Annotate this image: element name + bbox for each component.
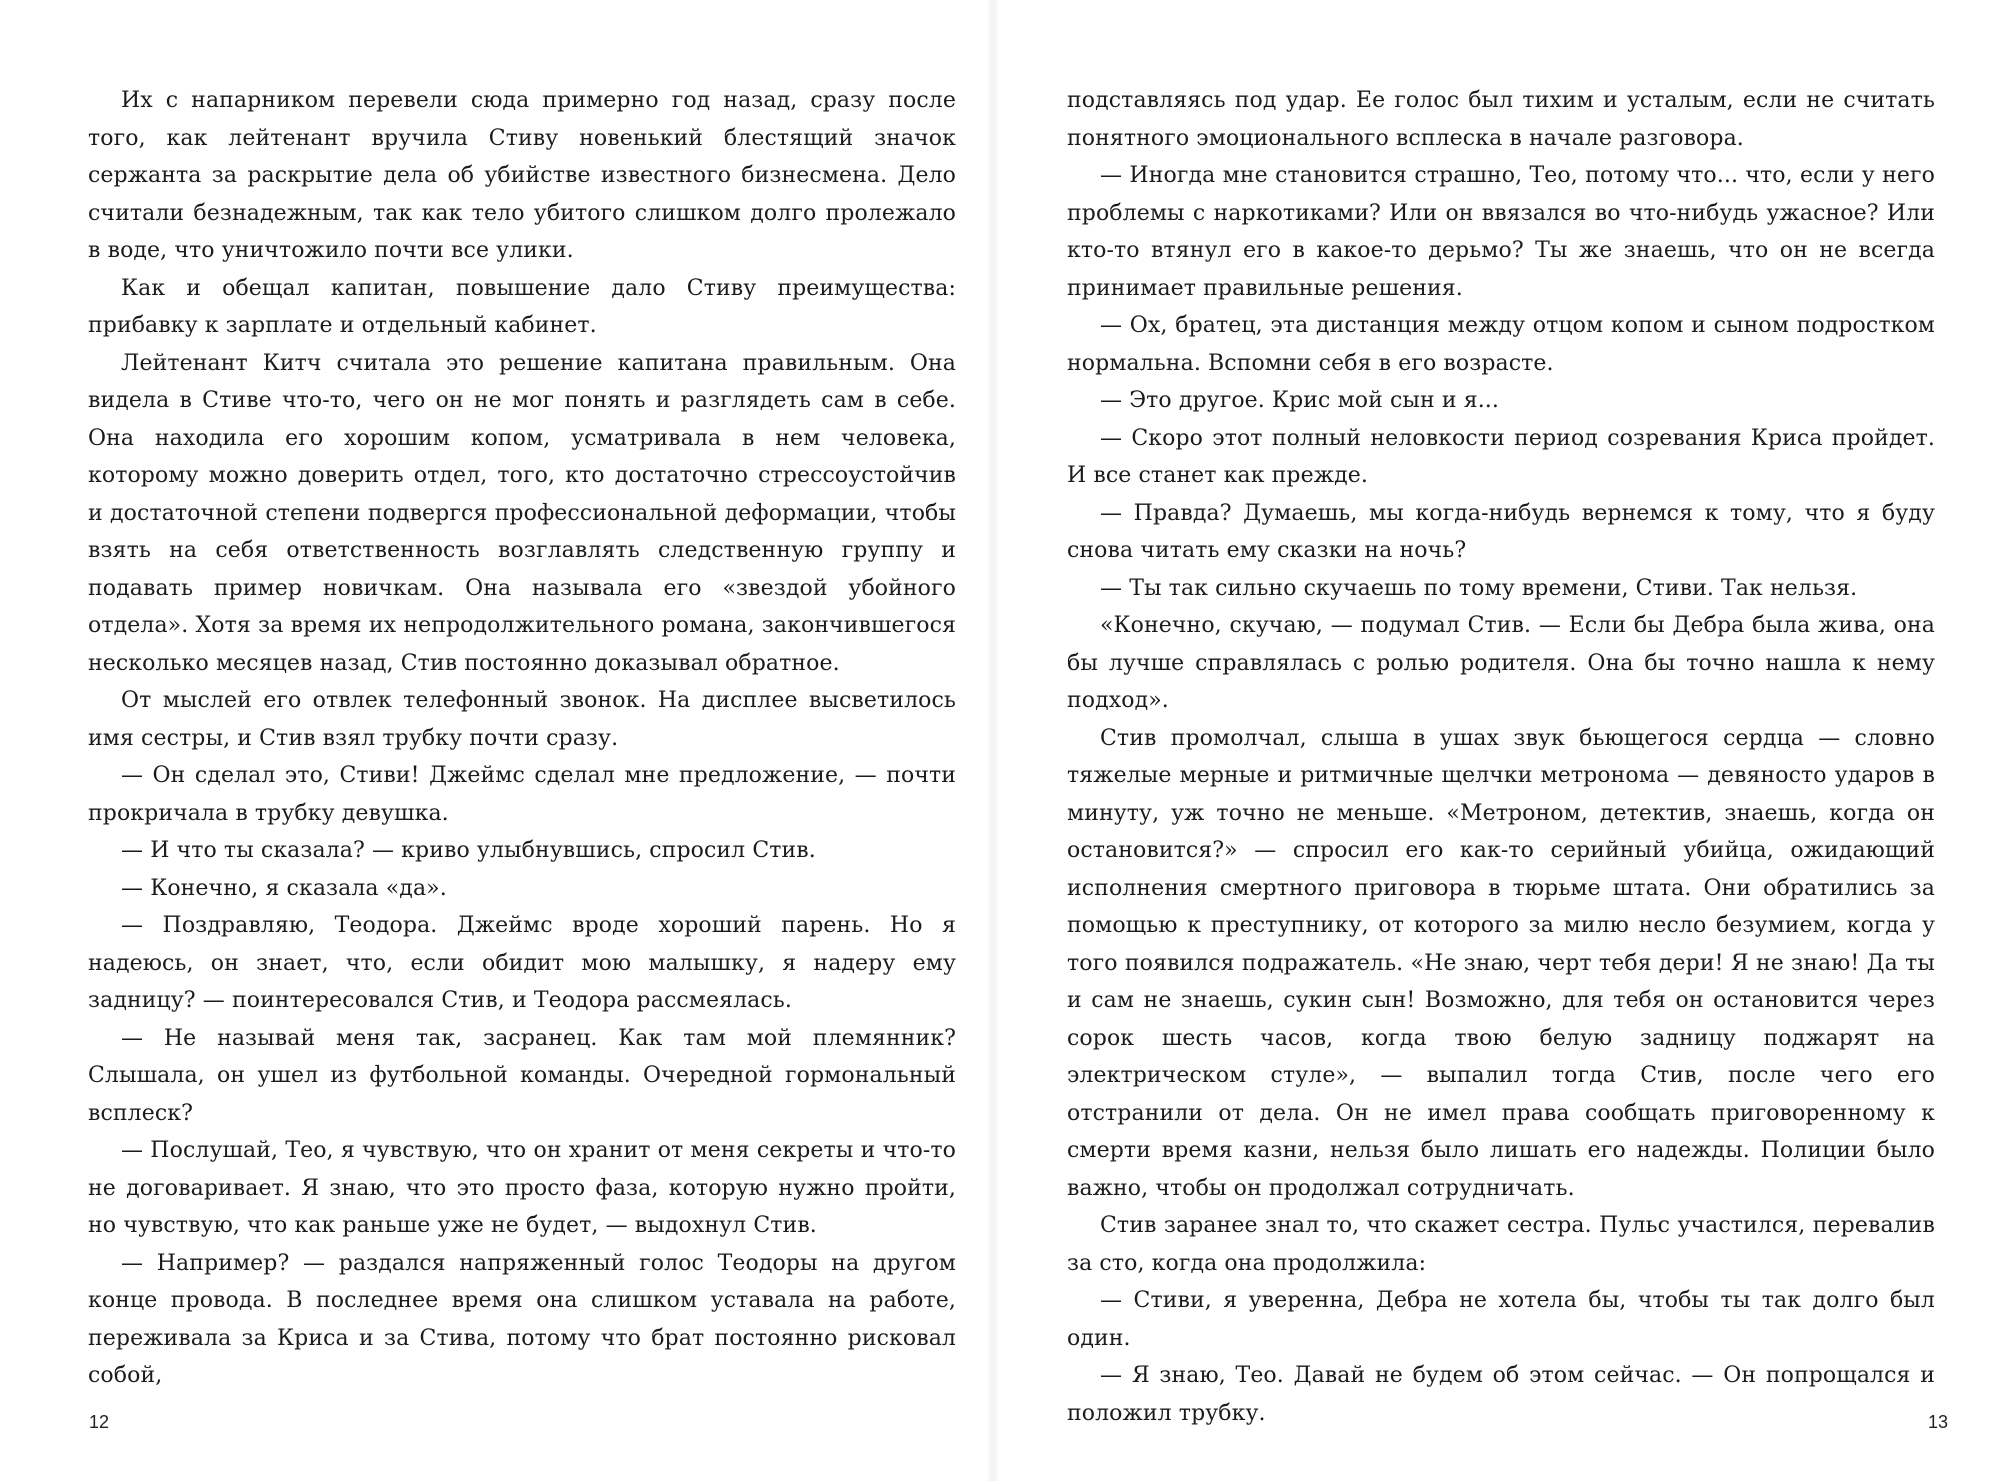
paragraph: «Конечно, скучаю, — подумал Стив. — Если бы Дебра была жива, она бы лучше справлялась с ролью родителя. Она бы точно нашла к нему подход». [1067,613,1935,713]
paragraph: — Я знаю, Тео. Давай не будем об этом сейчас. — Он попрощался и положил трубку. [1067,1363,1935,1426]
right-page-text [1067,82,1935,1432]
left-page [0,0,986,1481]
paragraph: — Например? — раздался напряженный голос Теодоры на другом конце провода. В последнее время она слишком уставала на работе, переживала за Криса и за Стива, потому что брат постоянно рисковал собой, [88,1250,956,1388]
paragraph: — Это другое. Крис мой сын и я... [1100,388,1499,413]
right-page [1000,0,2000,1481]
paragraph: — Поздравляю, Теодора. Джеймс вроде хороший парень. Но я надеюсь, он знает, что, если обидит мою малышку, я надеру ему задницу? — поинтересовался Стив, и Теодора рассмеялась. [88,913,956,1013]
paragraph: Их с напарником перевели сюда примерно год назад, сразу после того, как лейтенант вручила Стиву новенький блестящий значок сержанта за раскрытие дела об убийстве известного бизнесмена. Дело считали безнадежным, так как тело убитого слишком долго пролежало в воде, что уничтожило почти все улики. [88,88,956,263]
page-number-right: 13 [1928,1412,1949,1432]
paragraph: — Скоро этот полный неловкости период созревания Криса пройдет. И все станет как прежде. [1067,425,1935,488]
paragraph: — Он сделал это, Стиви! Джеймс сделал мне предложение, — почти прокричала в трубку девушка. [88,763,956,826]
paragraph: — Послушай, Тео, я чувствую, что он хранит от меня секреты и что-то не договаривает. Я знаю, что это просто фаза, которую нужно пройти, но чувствую, что как раньше уже не будет, — выдохнул Стив. [88,1138,956,1238]
paragraph: Стив заранее знал то, что скажет сестра. Пульс участился, перевалив за сто, когда она продолжила: [1067,1213,1935,1276]
paragraph: — И что ты сказала? — криво улыбнувшись, спросил Стив. [121,838,816,863]
paragraph: — Стиви, я уверенна, Дебра не хотела бы, чтобы ты так долго был один. [1067,1288,1935,1351]
left-page-text [88,82,956,1395]
paragraph: — Правда? Думаешь, мы когда-нибудь вернемся к тому, что я буду снова читать ему сказки на ночь? [1067,500,1935,563]
paragraph: От мыслей его отвлек телефонный звонок. На дисплее высветилось имя сестры, и Стив взял трубку почти сразу. [88,688,956,751]
paragraph: — Ох, братец, эта дистанция между отцом копом и сыном подростком нормальна. Вспомни себя в его возрасте. [1067,313,1935,376]
paragraph-continuation: подставляясь под удар. Ее голос был тихим и усталым, если не считать понятного эмоционального всплеска в начале разговора. [1067,88,1935,151]
book-gutter [986,0,1000,1481]
paragraph: Стив промолчал, слыша в ушах звук бьющегося сердца — словно тяжелые мерные и ритмичные щелчки метронома — девяносто ударов в минуту, уж точно не меньше. «Метроном, детектив, знаешь, когда он остановится?» — спросил его как-то серийный убийца, ожидающий исполнения смертного приговора в тюрьме штата. Они обратились за помощью к преступнику, от которого за милю несло безумием, когда у того появился подражатель. «Не знаю, черт тебя дери! Я не знаю! Да ты и сам не знаешь, сукин сын! Возможно, для тебя он остановится через сорок шесть часов, когда твою белую задницу поджарят на электрическом стуле», — выпалил тогда Стив, после чего его отстранили от дела. Он не имел права сообщать приговоренному к смерти время казни, нельзя было лишать его надежды. Полиции было важно, чтобы он продолжал сотрудничать. [1067,725,1935,1201]
paragraph: Лейтенант Китч считала это решение капитана правильным. Она видела в Стиве что-то, чего он не мог понять и разглядеть сам в себе. Она находила его хорошим копом, усматривала в нем человека, которому можно доверить отдел, того, кто достаточно стрессоустойчив и достаточной степени подвергся профессиональной деформации, чтобы взять на себя ответственность возглавлять следственную группу и подавать пример новичкам. Она называла его «звездой убойного отдела». Хотя за время их непродолжительного романа, закончившегося несколько месяцев назад, Стив постоянно доказывал обратное. [88,350,956,676]
paragraph: — Конечно, я сказала «да». [121,875,447,901]
page-number-left: 12 [89,1412,110,1432]
paragraph: — Не называй меня так, засранец. Как там мой племянник? Слышала, он ушел из футбольной команды. Очередной гормональный всплеск? [88,1025,956,1126]
paragraph: Как и обещал капитан, повышение дало Стиву преимущества: прибавку к зарплате и отдельный кабинет. [88,275,956,338]
paragraph: — Ты так сильно скучаешь по тому времени, Стиви. Так нельзя. [1100,575,1858,601]
paragraph: — Иногда мне становится страшно, Тео, потому что... что, если у него проблемы с наркотиками? Или он ввязался во что-нибудь ужасное? Или кто-то втянул его в какое-то дерьмо? Ты же знаешь, что он не всегда принимает правильные решения. [1067,163,1935,301]
